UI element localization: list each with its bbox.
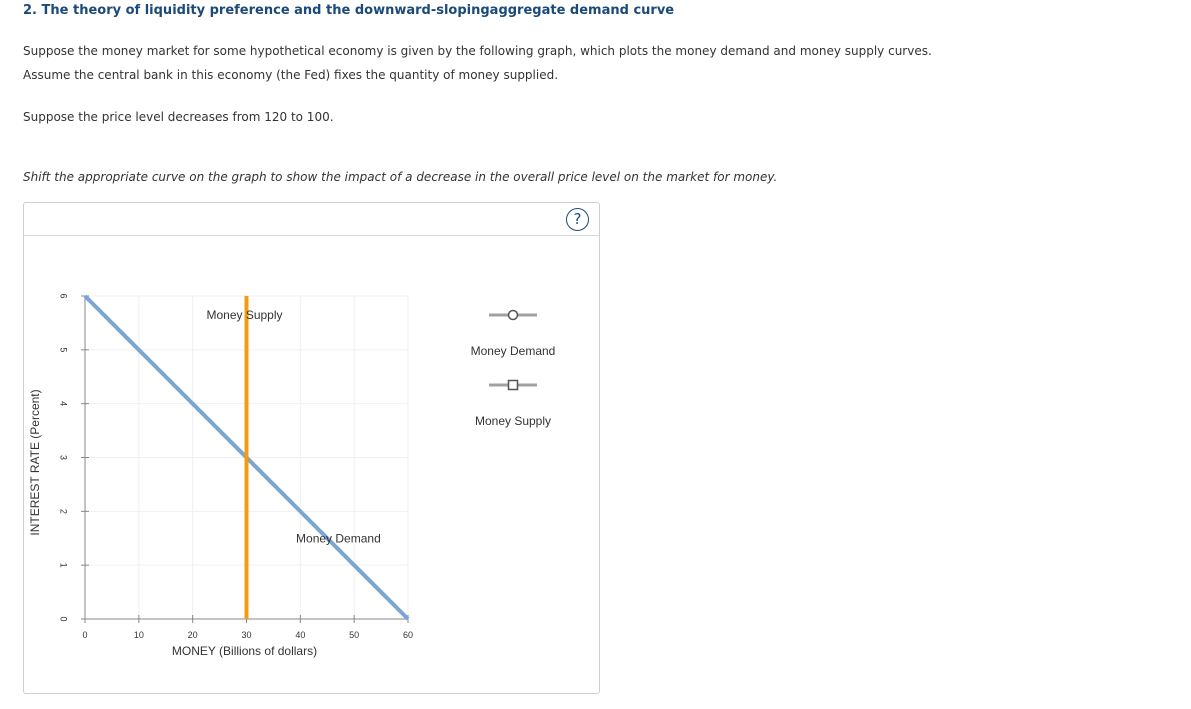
price-level-statement: Suppose the price level decreases from 120 to 100. (23, 110, 334, 124)
x-tick-label: 20 (187, 630, 198, 640)
money-demand-tool[interactable] (471, 311, 556, 359)
circle-handle-icon (509, 311, 518, 320)
graph-panel (23, 202, 600, 694)
chart-ticks (59, 293, 413, 640)
help-icon[interactable]: ? (566, 208, 589, 231)
money-supply-tool[interactable] (475, 381, 551, 429)
y-tick-label: 6 (58, 293, 69, 299)
y-tick-label: 2 (58, 508, 69, 514)
x-axis-label: MONEY (Billions of dollars) (171, 644, 318, 658)
x-tick-label: 10 (133, 630, 144, 640)
y-axis-label: INTEREST RATE (Percent) (28, 389, 42, 536)
money-market-graph[interactable] (24, 203, 599, 693)
money-supply-curve-label: Money Supply (206, 307, 283, 322)
x-tick-label: 40 (295, 630, 306, 640)
y-tick-label: 0 (58, 616, 69, 622)
y-tick-label: 4 (58, 401, 69, 407)
x-tick-label: 0 (82, 630, 88, 640)
y-tick-label: 5 (58, 347, 69, 353)
y-tick-label: 3 (58, 454, 69, 461)
square-handle-icon (509, 381, 518, 390)
money-demand-tool-label: Money Demand (470, 344, 556, 358)
money-supply-tool-label: Money Supply (474, 414, 552, 428)
y-tick-label: 1 (58, 562, 69, 568)
intro-line-1: Suppose the money market for some hypothetical economy is given by the following graph, which plots the money demand and money supply curves. (23, 44, 932, 58)
x-tick-label: 60 (402, 630, 414, 640)
intro-line-2: Assume the central bank in this economy (the Fed) fixes the quantity of money supplied. (23, 68, 559, 82)
money-demand-curve-label: Money Demand (296, 531, 381, 546)
x-tick-label: 30 (241, 630, 252, 640)
instruction-text: Shift the appropriate curve on the graph to show the impact of a decrease in the overall price level on the market for money. (23, 170, 778, 184)
question-title: 2. The theory of liquidity preference and the downward-slopingaggregate demand curve (23, 3, 675, 18)
x-tick-label: 50 (349, 630, 360, 640)
